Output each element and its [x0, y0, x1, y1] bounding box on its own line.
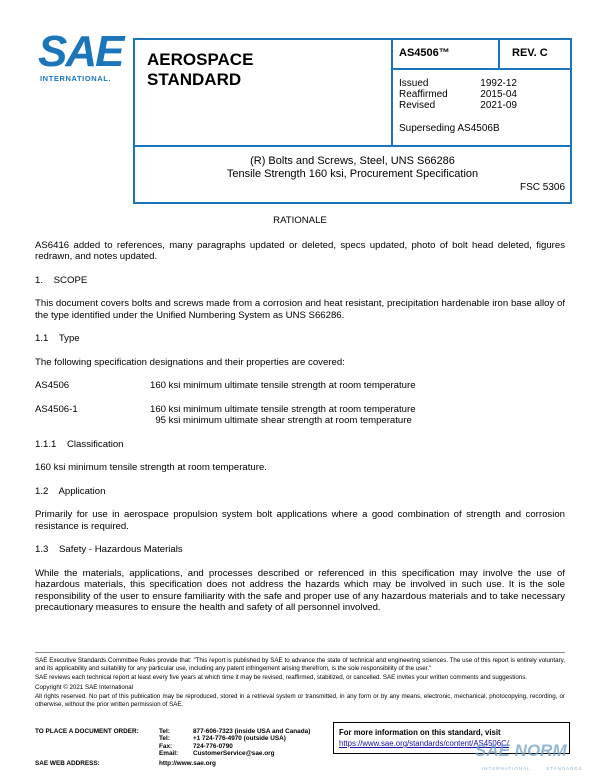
web-address: SAE WEB ADDRESS: http://www.sae.org — [35, 760, 216, 767]
date-block — [399, 78, 517, 111]
footer-divider — [35, 652, 565, 653]
document-number: AS4506™ — [399, 47, 450, 59]
fsc-code: FSC 5306 — [520, 182, 566, 193]
revision-label: REV. C — [512, 47, 548, 59]
spec-row: AS4506-1 160 ksi minimum ultimate tensile strength at room temperature 95 ksi minimum ultimate shear strength at room temperature — [35, 403, 416, 426]
application-text: Primarily for use in aerospace propulsion system bolt applications where a good combination of strength and corrosion resistance is required. — [35, 509, 565, 532]
type-heading: 1.1 Type — [35, 333, 80, 344]
safety-text: While the materials, applications, and processes described or referenced in this specification may involve the use of hazardous materials, this specification does not address the hazards which may be involved in such use. It is the sole responsibility of the user to ensure familiarity with the safe and proper use of any hazardous materials and to take necessary precautionary measures to ensure the health and safety of all personnel involved. — [35, 567, 565, 613]
type-text: The following specification designations and their properties are covered: — [35, 356, 345, 368]
date-row: Revised 2021-09 — [399, 100, 517, 111]
watermark-subtitle: INTERNATIONAL STANDARDS — [482, 766, 583, 771]
date-row: Reaffirmed 2015-04 — [399, 89, 517, 100]
header-divider — [391, 38, 393, 147]
safety-heading: 1.3 Safety - Hazardous Materials — [35, 544, 183, 555]
rationale-heading: RATIONALE — [273, 215, 327, 226]
superseding-note: Superseding AS4506B — [399, 123, 500, 134]
footer-review-text: SAE reviews each technical report at least every five years at which time it may be revised, reaffirmed, stabilized, or cancelled. SAE invites your written comments and suggestions. — [35, 674, 528, 682]
document-title: (R) Bolts and Screws, Steel, UNS S66286 Tensile Strength 160 ksi, Procurement Specification — [226, 155, 479, 180]
sae-logo-subtitle: INTERNATIONAL. — [40, 74, 112, 83]
standard-url-link[interactable]: https://www.sae.org/standards/content/AS4506C/ — [339, 739, 509, 748]
date-row: Issued 1992-12 — [399, 78, 517, 89]
classification-heading: 1.1.1 Classification — [35, 438, 124, 450]
order-contacts: TO PLACE A DOCUMENT ORDER: Tel: 877-606-7323 (inside USA and Canada) Tel: +1 724-776-4970 (outside USA) Fax: 724-776-0790 Email: CustomerService@sae.org — [35, 728, 311, 758]
sae-logo: SAE — [38, 27, 123, 76]
scope-heading: 1. SCOPE — [35, 274, 88, 286]
footer-copyright: Copyright © 2021 SAE International — [35, 683, 134, 691]
watermark-logo: SAE NORM — [475, 741, 567, 760]
document-body — [35, 215, 565, 614]
classification-text: 160 ksi minimum tensile strength at room temperature. — [35, 462, 267, 473]
order-label: TO PLACE A DOCUMENT ORDER: — [35, 728, 139, 735]
header-divider — [133, 145, 572, 147]
header-divider — [391, 68, 572, 70]
web-address-link[interactable]: http://www.sae.org — [159, 760, 216, 767]
spec-row: AS4506 160 ksi minimum ultimate tensile strength at room temperature — [35, 380, 416, 391]
email-link[interactable]: CustomerService@sae.org — [193, 750, 275, 758]
standard-type: AEROSPACE STANDARD — [147, 50, 254, 89]
footer-rights-text: All rights reserved. No part of this publication may be reproduced, stored in a retrieval system or transmitted, in any form or by any means, electronic, mechanical, photocopying, recording, or otherwise, without the prior written permission of SAE. — [35, 693, 565, 708]
footer-legal — [35, 657, 565, 711]
header-divider — [498, 38, 500, 70]
application-heading: 1.2 Application — [35, 485, 106, 497]
scope-text: This document covers bolts and screws made from a corrosion and heat resistant, precipitation hardenable iron base alloy of the type identified under the Unified Numbering System as UNS S66286. — [35, 298, 565, 321]
rationale-text: AS6416 added to references, many paragraphs updated or deleted, specs updated, photo of bolt head deleted, figures redrawn, and notes updated. — [35, 239, 565, 262]
footer-rules-text: SAE Executive Standards Committee Rules provide that: "This report is published by SAE to advance the state of technical and engineering sciences. The use of this report is entirely voluntary, and its applicability and suitability for any particular use, including any patent infringement arising therefrom, is the sole responsibility of the user." — [35, 657, 565, 672]
more-info-title: For more information on this standard, visit — [339, 728, 501, 737]
